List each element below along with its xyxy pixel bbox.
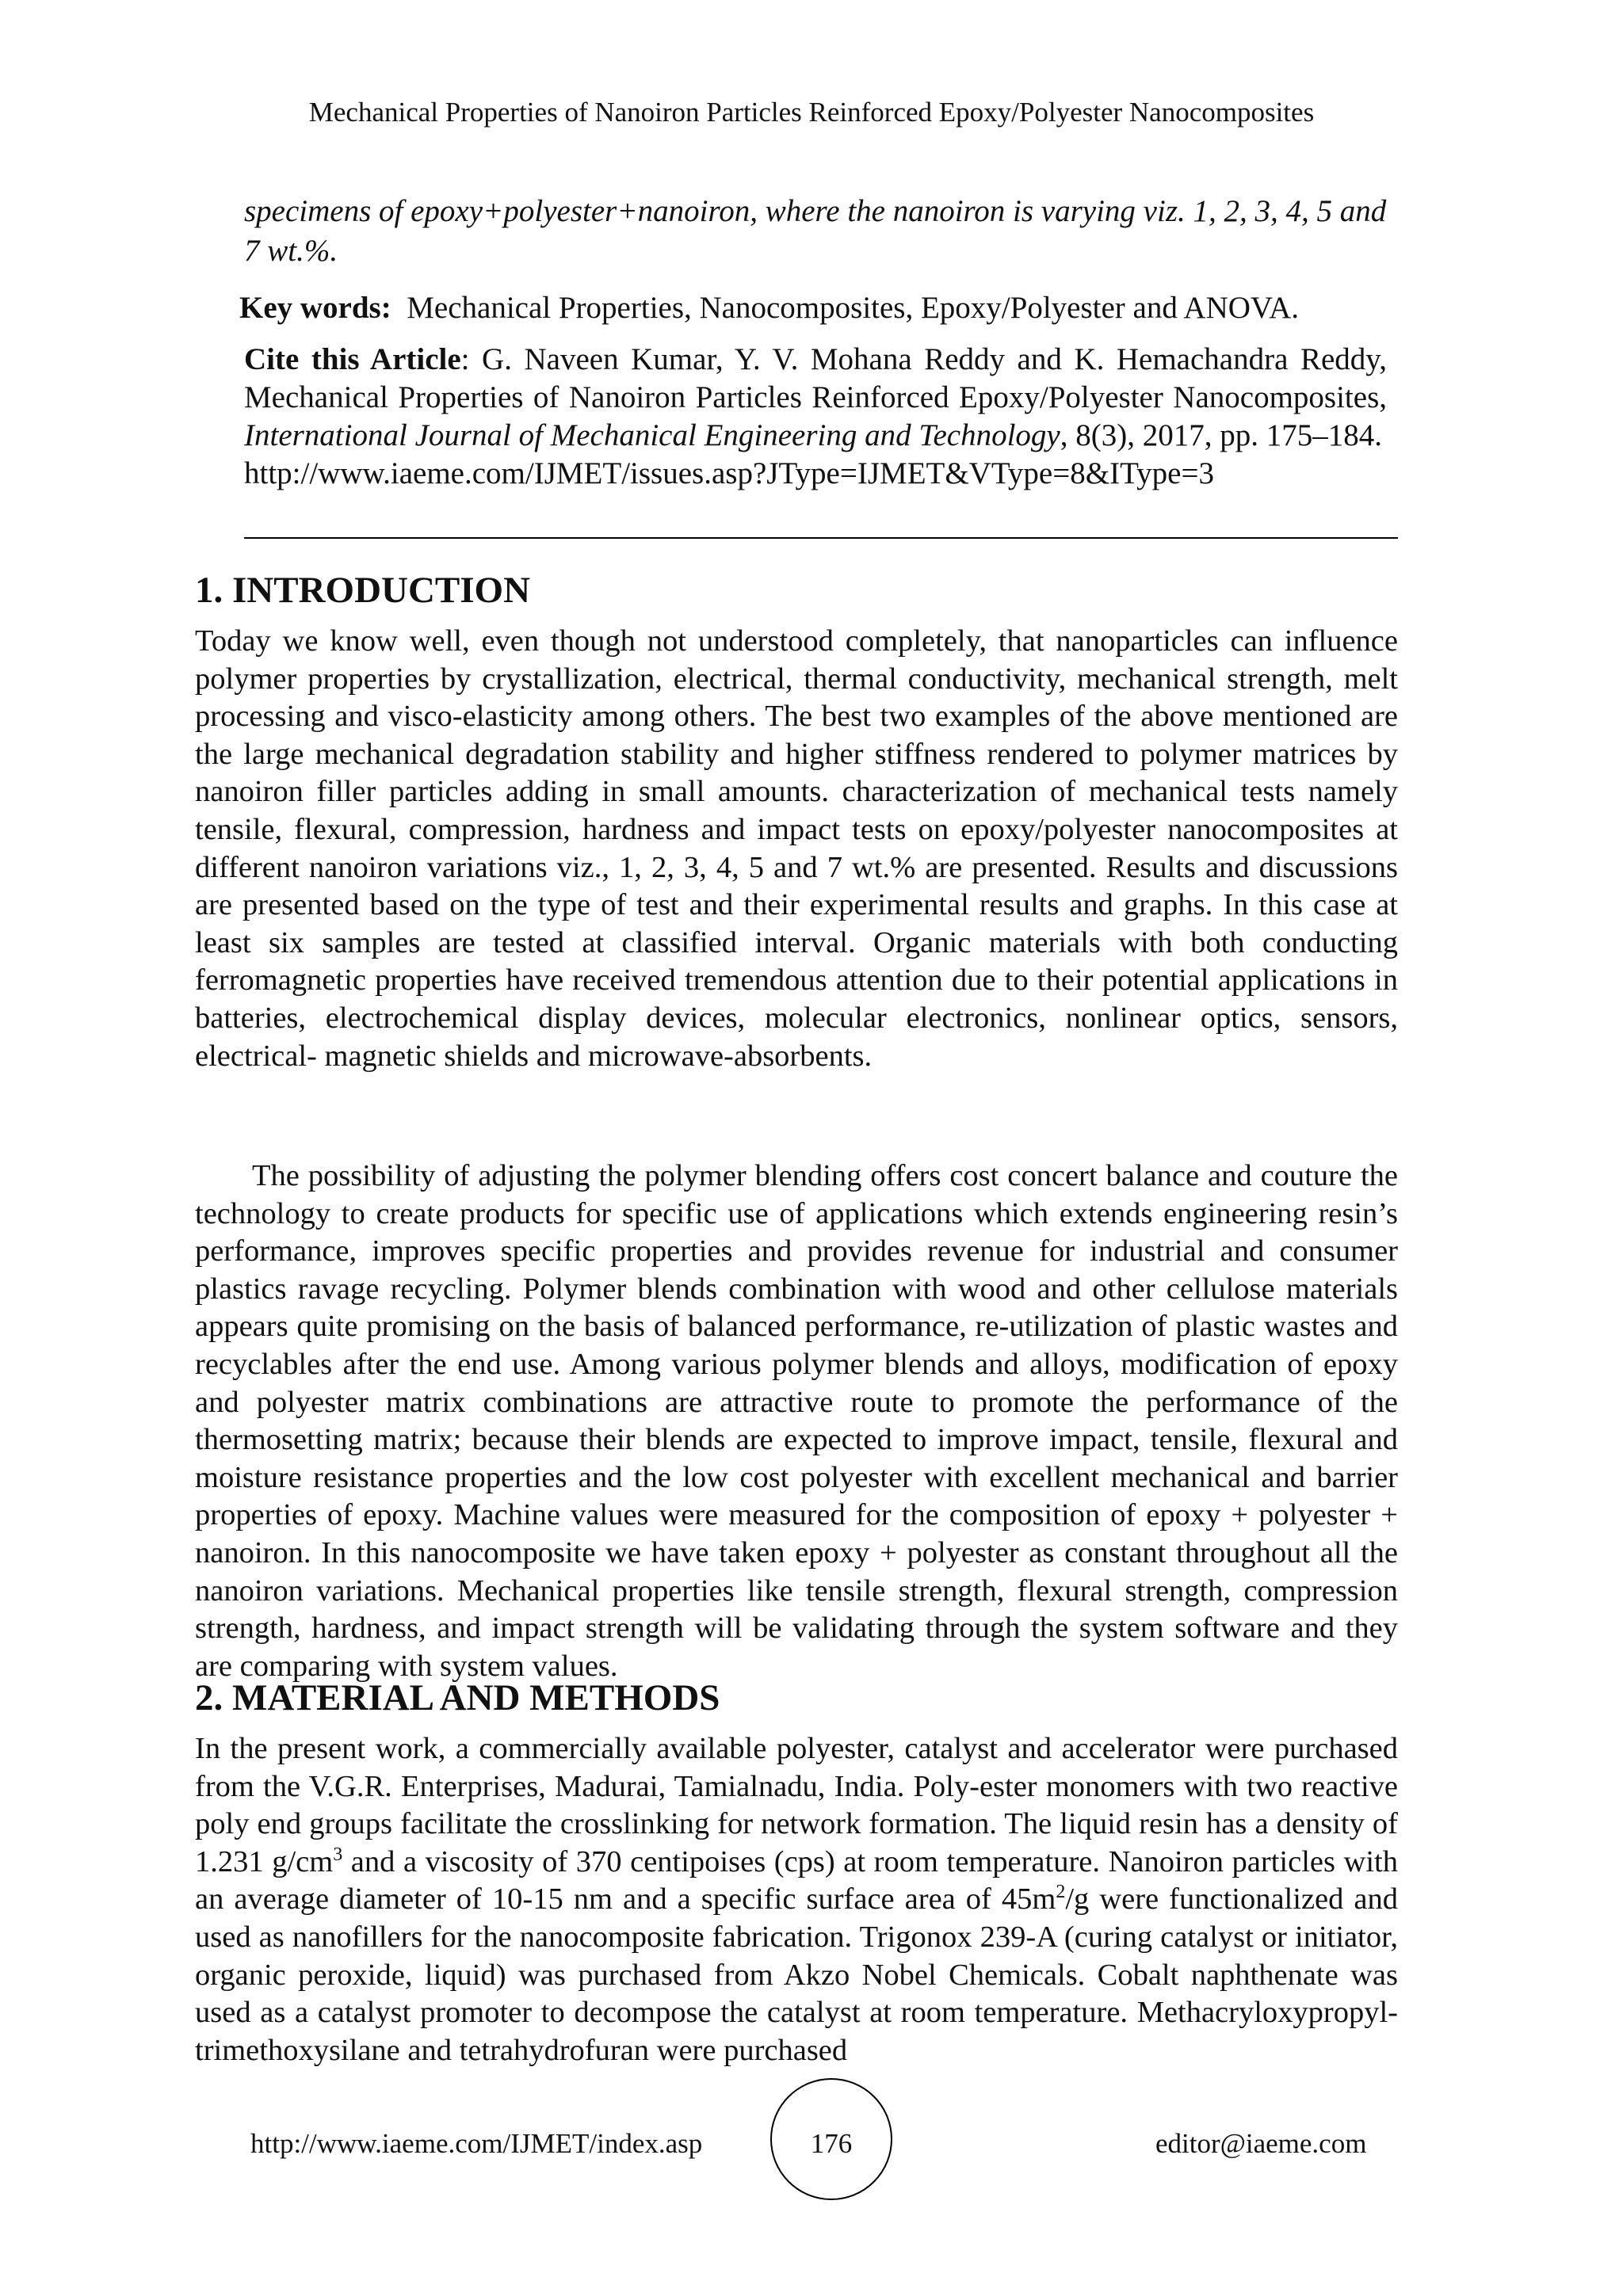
citation-journal: International Journal of Mechanical Engineering and Technology [244,418,1060,452]
methods-paragraph-1 [195,1730,1398,2069]
section-heading-methods: 2. MATERIAL AND METHODS [195,1677,720,1718]
citation-url-link[interactable]: http://www.iaeme.com/IJMET/issues.asp?JType=IJMET&VType=8&IType=3 [244,456,1214,490]
methods-text-a: In the present work, a commercially available polyester, catalyst and accelerator were purchased from the V.G.R. Enterprises, Madurai, Tamialnadu, India. Poly-ester monomers with two reactive poly end groups facilitate the crosslinking for network formation. The liquid resin has a density of 1.231 g/cm [195,1732,1398,1878]
citation-authors: : G. Naveen Kumar, Y. V. Mohana Reddy and K. Hemachandra Reddy, Mechanical Properties of Nanoiron Particles Reinforced Epoxy/Polyester Nanocomposites, [244,342,1387,414]
keywords-text: Mechanical Properties, Nanocomposites, Epoxy/Polyester and ANOVA. [407,291,1299,325]
keywords-label: Key words: [239,291,391,325]
superscript-3: 3 [333,1844,343,1865]
methods-text-b: and a viscosity of 370 centipoises (cps) at room temperature. Nanoiron particles with an average diameter of 10-15 nm and a specific surface area of 45m [195,1844,1399,1917]
divider-line [244,537,1398,539]
introduction-paragraph-2: The possibility of adjusting the polymer blending offers cost concert balance and couture the technology to create products for specific use of applications which extends engineering resin’s performance, improves specific properties and provides revenue for industrial and consumer plastics ravage recycling. Polymer blends combination with wood and other cellulose materials appears quite promising on the basis of balanced performance, re-utilization of plastic wastes and recyclables after the end use. Among various polymer blends and alloys, modification of epoxy and polyester matrix combinations are attractive route to promote the performance of the thermosetting matrix; because their blends are expected to improve impact, tensile, flexural and moisture resistance properties and the low cost polyester with excellent mechanical and barrier properties of epoxy. Machine values were measured for the composition of epoxy + polyester + nanoiron. In this nanocomposite we have taken epoxy + polyester as constant throughout all the nanoiron variations. Mechanical properties like tensile strength, flexural strength, compression strength, hardness, and impact strength will be validating through the system software and they are comparing with system values. [195,1159,1398,1683]
footer-email-link[interactable]: editor@iaeme.com [1155,2128,1367,2159]
page-number: 176 [810,2128,853,2159]
methods-text-c: /g were functionalized and used as nanofillers for the nanocomposite fabrication. Trigonox 239-A (curing catalyst or initiator, organic peroxide, liquid) was purchased from Akzo Nobel Chemicals. Cobalt naphthenate was used as a catalyst promoter to decompose the catalyst at room temperature. Methacryloxypropyl-trimethoxysilane and tetrahydrofuran were purchased [195,1882,1398,2067]
citation-label: Cite this Article [244,342,461,376]
introduction-paragraph-1: Today we know well, even though not understood completely, that nanoparticles can influence polymer properties by crystallization, electrical, thermal conductivity, mechanical strength, melt processing and visco-elasticity among others. The best two examples of the above mentioned are the large mechanical degradation stability and higher stiffness rendered to polymer matrices by nanoiron filler particles adding in small amounts. characterization of mechanical tests namely tensile, flexural, compression, hardness and impact tests on epoxy/polyester nanocomposites at different nanoiron variations viz., 1, 2, 3, 4, 5 and 7 wt.% are presented. Results and discussions are presented based on the type of test and their experimental results and graphs. In this case at least six samples are tested at classified interval. Organic materials with both conducting ferromagnetic properties have received tremendous attention due to their potential applications in batteries, electrochemical display devices, molecular electronics, nonlinear optics, sensors, electrical- magnetic shields and microwave-absorbents. [195,624,1398,1073]
citation-block [244,341,1387,493]
citation-details: , 8(3), 2017, pp. 175–184. [1060,418,1382,452]
keywords [239,288,1388,328]
footer-url-link[interactable]: http://www.iaeme.com/IJMET/index.asp [250,2128,703,2159]
superscript-2: 2 [1056,1882,1066,1903]
abstract-tail: specimens of epoxy+polyester+nanoiron, where the nanoiron is varying viz. 1, 2, 3, 4, 5 and 7 wt.%. [244,194,1387,268]
section-heading-introduction: 1. INTRODUCTION [195,570,531,611]
running-header: Mechanical Properties of Nanoiron Particles Reinforced Epoxy/Polyester Nanocomposites [308,97,1315,128]
